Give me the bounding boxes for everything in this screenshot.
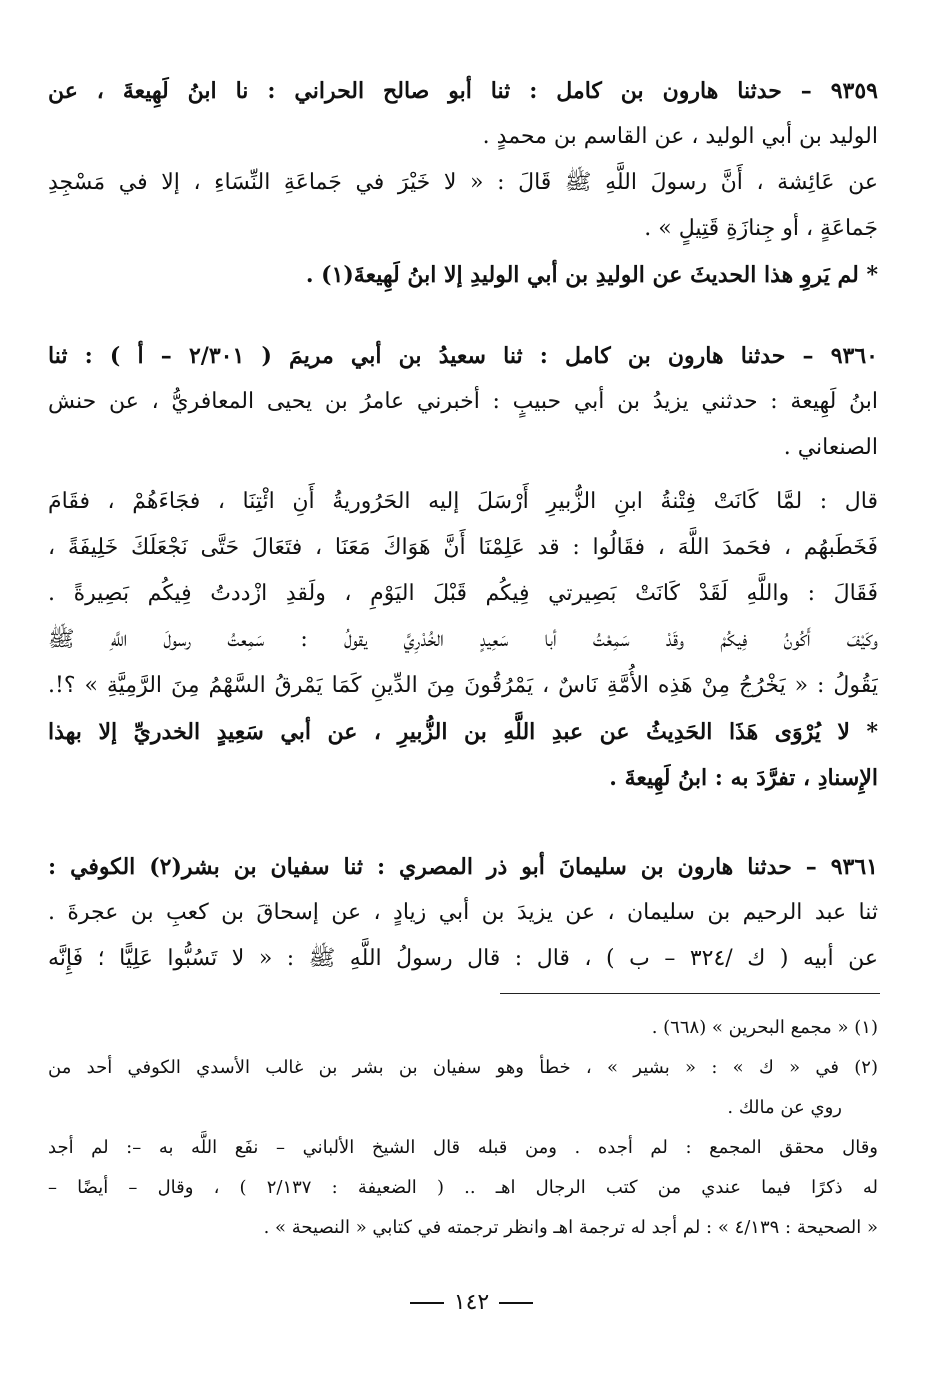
page-number: ١٤٢ (453, 1290, 490, 1315)
hadith-9360-line-2: ابنُ لَهِيعة : حدثني يزيدُ بن أبي حبيبٍ : أخبرني عامرُ بن يحيى المعافريُّ ، عن حنش (48, 389, 878, 414)
hadith-9360-line-8: يَقُولُ : « يَخْرُجُ مِنْ هَذِه الأُمَّةِ نَاسٌ ، يَمْرُقُونَ مِنَ الدِّينِ كَمَا يَمْرقُ السَّهْمُ مِنَ الرَّمِيَّةِ » ؟!. (48, 673, 878, 698)
footnotes (48, 1008, 878, 1248)
hadith-9360-line-3: الصنعاني . (783, 435, 878, 460)
hadith-9361 (48, 844, 878, 982)
hadith-9359-line-3: عن عَائِشة ، أَنَّ رسولَ اللَّهِ ﷺ قَالَ : « لا خَيْرَ في جَماعَةِ النِّسَاءِ ، إلا في مَسْجِدِ (48, 170, 878, 195)
hadith-9359 (48, 68, 878, 298)
footnote-2-line-1: (٢) في « ك » : « بشير » ، خطأ وهو سفيان بن بشر بن غالب الأسدي الكوفي أحد من (48, 1057, 878, 1078)
page-number-dash-right (499, 1302, 533, 1304)
hadith-9360 (48, 333, 878, 801)
page-number-footer (0, 1290, 943, 1315)
hadith-9361-line-1: ٩٣٦١ – حدثنا هارون بن سليمانَ أبو ذر المصري : ثنا سفيان بن بشر(٢) الكوفي : (48, 854, 878, 880)
footnote-2-line-4: له ذكرًا فيما عندي من كتب الرجال اهـ .. ( الضعيفة : ٢/١٣٧ ) ، وقال – أيضًا – (48, 1177, 878, 1198)
hadith-9360-line-4: قال : لمَّا كَانَتْ فِتْنةُ ابنِ الزُّبيرِ أَرْسَلَ إليه الحَرُوريةُ أَنِ ائْتِنَا ، فجَاءَهُمْ ، فقَامَ (48, 489, 878, 514)
footnote-1: (١) « مجمع البحرين » (٦٦٨) . (651, 1017, 878, 1038)
footnote-2-line-5: « الصحيحة : ٤/١٣٩ » : لم أجد له ترجمة اهـ وانظر ترجمته في كتابي « النصيحة » . (263, 1217, 878, 1238)
page-number-dash-left (410, 1302, 444, 1304)
hadith-9359-note: * لم يَروِ هذا الحديثَ عن الوليدِ بن أبي الوليدِ إلا ابنُ لَهِيعةَ(١) . (305, 262, 878, 288)
hadith-9359-line-4: جَماعَةٍ ، أو جِنازَةِ قَتِيلٍ » . (644, 216, 878, 241)
hadith-9360-note-1: * لا يُرْوَى هَذَا الحَدِيثُ عن عبدِ اللَّهِ بن الزُّبيرِ ، عن أبي سَعِيدٍ الخدريِّ إلا بهذا (48, 719, 878, 745)
hadith-9361-line-2: ثنا عبد الرحيم بن سليمان ، عن يزيدَ بن أبي زيادٍ ، عن إسحاقَ بن كعبِ بن عجرةَ . (48, 900, 878, 925)
hadith-9359-line-1: ٩٣٥٩ – حدثنا هارون بن كامل : ثنا أبو صالح الحراني : نا ابنُ لَهِيعةَ ، عن (48, 78, 878, 104)
footnote-2-line-3: وقال محقق المجمع : لم أجده . ومن قبله قال الشيخ الألباني – نفَع اللَّه به –: لم أجد (48, 1137, 878, 1158)
hadith-9359-line-2: الوليد بن أبي الوليد ، عن القاسم بن محمدٍ . (482, 124, 878, 149)
hadith-9360-line-7: وكَيْفَ أَكُونُ فِيكُمْ وقَدْ سَمِعْتُ أبا سَعِيدٍ الخُدْرِيَّ يقولُ : سَمِعتُ رسولَ اللَّهِ ﷺ (48, 627, 878, 652)
footnote-separator (500, 993, 880, 994)
hadith-9361-line-3: عن أبيه ( ك /٣٢٤ – ب ) ، قال : قال رسولُ اللَّهِ ﷺ : « لا تَسُبُّوا عَلِيًّا ؛ فَإِنَّه (48, 946, 878, 971)
hadith-9360-line-6: فَقَالَ : واللَّهِ لَقَدْ كَانَتْ بَصِيرتي فِيكُم قَبْلَ اليَوْمِ ، ولَقدِ ازْددتُ فِيكُم بَصِيرةً . (48, 581, 878, 606)
hadith-9360-line-1: ٩٣٦٠ – حدثنا هارون بن كامل : ثنا سعيدُ بن أبي مريمَ ( ٢/٣٠١ – أ ) : ثنا (48, 343, 878, 369)
footnote-2-line-2: روي عن مالك . (727, 1097, 842, 1118)
hadith-9360-line-5: فَخَطَبهُم ، فحَمدَ اللَّهَ ، فقَالُوا : قد عَلِمْنَا أَنَّ هَوَاكَ مَعَنَا ، فتَعَالَ حَتَّى نَجْعَلَكَ خَلِيفَةً ، (48, 535, 878, 560)
hadith-9360-note-2: الإِسنادِ ، تفرَّدَ به : ابنُ لَهِيعةَ . (609, 765, 878, 791)
